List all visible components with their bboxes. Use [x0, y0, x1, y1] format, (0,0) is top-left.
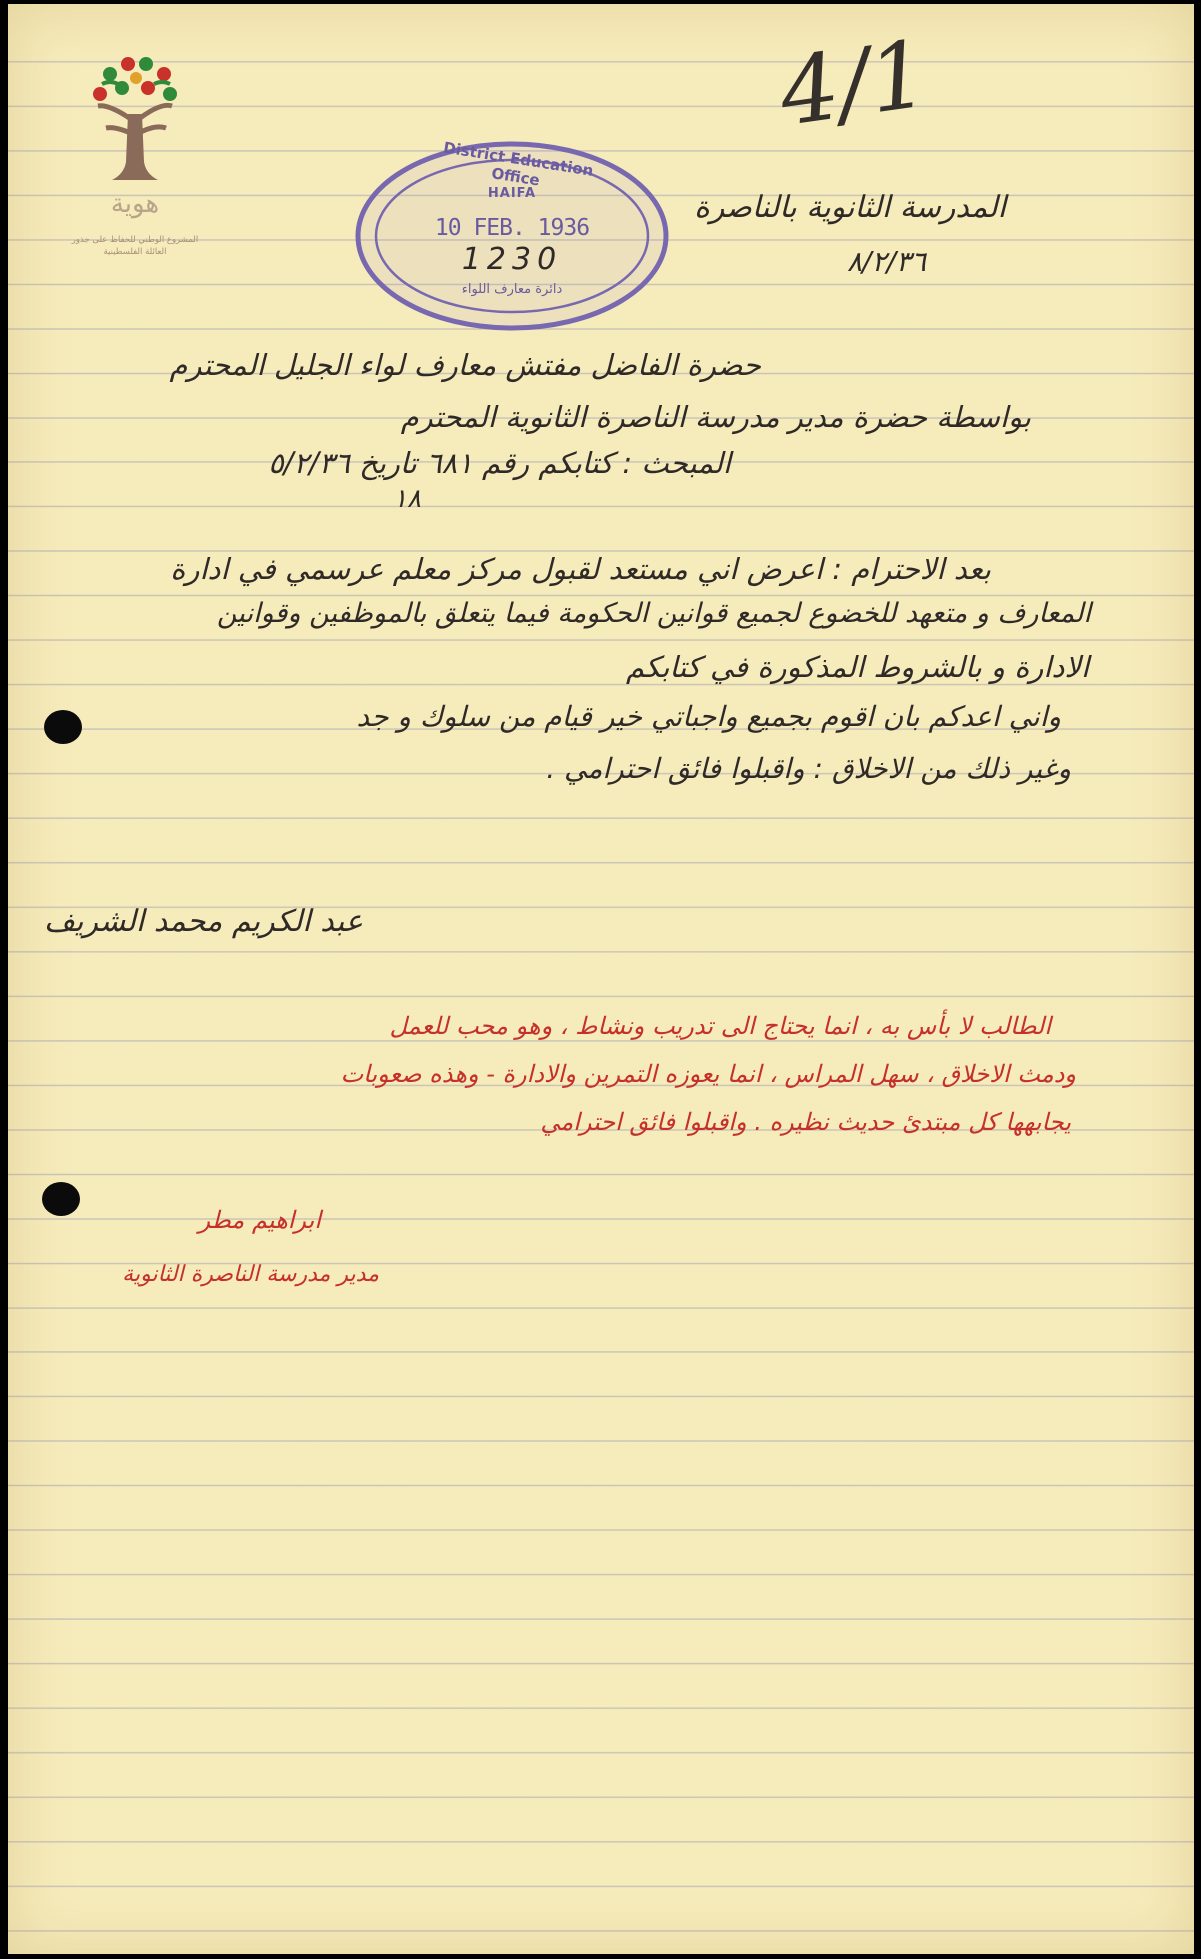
family-tree-icon: [70, 44, 200, 194]
note-line: يجابهها كل مبتدئ حديث نظيره . واقبلوا فائق احترامي: [540, 1108, 1071, 1136]
note-line: الطالب لا بأس به ، انما يحتاج الى تدريب ونشاط ، وهو محب للعمل: [389, 1012, 1051, 1040]
body-line: واني اعدكم بان اقوم بجميع واجباتي خير قيام من سلوك و جد: [356, 700, 1061, 733]
via-line: بواسطة حضرة مدير مدرسة الناصرة الثانوية المحترم: [400, 400, 1031, 434]
stamp-number: 1230: [461, 242, 563, 277]
body-line: وغير ذلك من الاخلاق : واقبلوا فائق احترامي .: [546, 752, 1071, 785]
body-line: الادارة و بالشروط المذكورة في كتابكم: [626, 650, 1089, 684]
district-education-office-stamp: [352, 138, 672, 334]
letter-date: ٨/٢/٣٦: [846, 245, 926, 278]
binder-hole: [44, 710, 82, 744]
note-title: مدير مدرسة الناصرة الثانوية: [122, 1262, 379, 1287]
sender-school: المدرسة الثانوية بالناصرة: [694, 190, 1006, 225]
stamp-arabic: دائرة معارف اللواء: [461, 282, 563, 297]
reference-number: ١٨: [393, 484, 421, 514]
note-line: ودمث الاخلاق ، سهل المراس ، انما يعوزه التمرين والادارة - وهذه صعوبات: [340, 1060, 1076, 1088]
note-signature: ابراهيم مطر: [198, 1206, 321, 1234]
addressee-line: حضرة الفاضل مفتش معارف لواء الجليل المحترم: [169, 348, 761, 382]
body-line: المعارف و متعهد للخضوع لجميع قوانين الحكومة فيما يتعلق بالموظفين وقوانين: [216, 598, 1091, 629]
body-line: بعد الاحترام : اعرض اني مستعد لقبول مركز معلم عرسمي في ادارة: [170, 552, 991, 586]
stamp-city: HAIFA: [487, 186, 537, 201]
logo-wordmark: هوية: [110, 189, 160, 219]
binder-hole: [42, 1182, 80, 1216]
hawiya-logo: [70, 44, 200, 274]
stamp-office: District Education Office: [442, 138, 595, 190]
subject-line: المبحث : كتابكم رقم ٦٨١ تاريخ ٥/٢/٣٦: [268, 446, 731, 480]
folio-number: 4/1: [773, 20, 935, 147]
logo-tagline: المشروع الوطني للحفاظ على جذور العائلة الفلسطينية: [71, 235, 199, 257]
signature: عبد الكريم محمد الشريف: [44, 904, 363, 939]
stamp-date: 10 FEB. 1936: [434, 215, 590, 241]
